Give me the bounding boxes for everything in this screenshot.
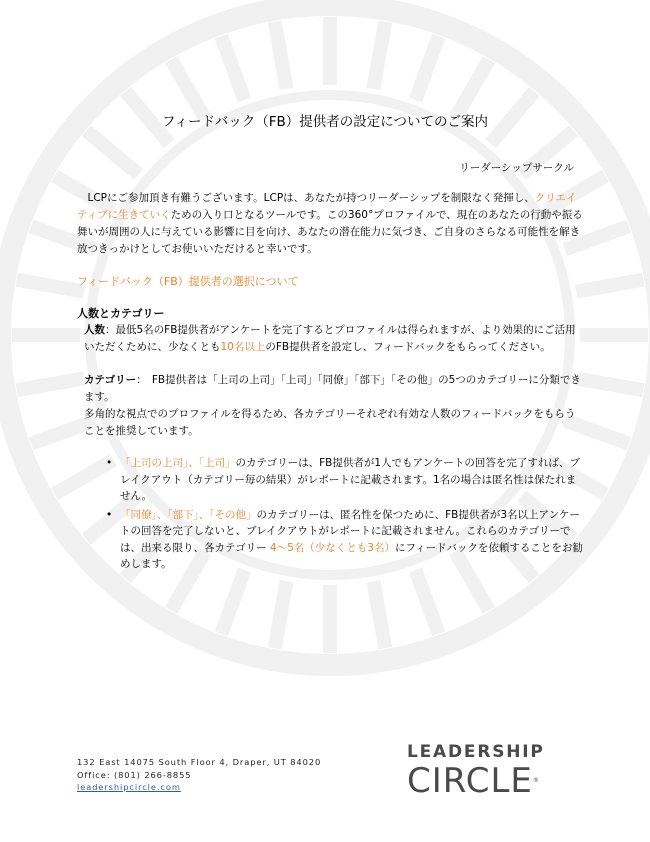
footer-contact (77, 756, 321, 794)
bullet-highlight: 「上司の上司」、「上司」 (120, 457, 236, 469)
count-highlight: 10名以上 (220, 341, 266, 353)
category-label: カテゴリー (84, 374, 137, 386)
bullet-marker: • (106, 457, 113, 469)
category-text-1: ： FB提供者は「上司の上司」「上司」「同僚」「部下」「その他」の5つのカテゴリーに分類できます。 (84, 374, 581, 403)
trademark-symbol: ® (532, 777, 539, 784)
bullet-text: のカテゴリーは、FB提供者が1人でもアンケートの回答を完了すれば、ブレイクアウト（カテゴリー毎の結果）がレポートに記載されます。1名の場合は匿名性は保たれません。 (120, 457, 580, 502)
logo-line-1: LEADERSHIP (407, 742, 545, 762)
bullet-highlight-2: 4～5名（少なくとも3名） (269, 541, 395, 554)
bullet-marker: • (106, 508, 113, 521)
footer-office-phone: Office: (801) 266-8855 (77, 769, 192, 780)
count-label: 人数 (84, 324, 105, 336)
category-notes-list (106, 455, 584, 575)
category-paragraph (84, 372, 584, 440)
section-heading: フィードバック（FB）提供者の選択について (77, 275, 299, 288)
count-text-2: のFB提供者を設定し、フィードバックをもらってください。 (265, 341, 551, 353)
sub-heading: 人数とカテゴリー (77, 307, 165, 320)
page-title: フィードバック（FB）提供者の設定についてのご案内 (162, 114, 488, 130)
list-item (106, 507, 584, 573)
organization-name: リーダーシップサークル (459, 162, 574, 174)
bullet-text: のカテゴリーは、匿名性を保つために、FB提供者が3名以上アンケートの回答を完了しないと、ブレイクアウトがレポートに記載されません。これらのカテゴリーでは、出来る限り、各カテゴリー (120, 508, 580, 554)
logo-line-2 (407, 762, 577, 800)
logo-line-2-text: CIRCLE (407, 761, 533, 801)
intro-paragraph (77, 190, 583, 258)
intro-text-1: LCPにご参加頂き有難うございます。LCPは、あなたが持つリーダーシップを制限なく発揮し、 (77, 192, 535, 204)
intro-text-2: ための入り口となるツールです。この360°プロファイルで、現在のあなたの行動や振る舞いが周囲の人に与えている影響に目を向け、あなたの潜在能力に気づき、ご自身のさらなる可能性を解き放つきっかけとしてお使いいただけると幸いです。 (77, 209, 583, 255)
count-text-1: ：最低5名のFB提供者がアンケートを完了するとプロファイルは得られますが、より効果的にご活用いただくために、少なくとも (84, 324, 576, 353)
category-text-2: 多角的な視点でのプロファイルを得るため、各カテゴリーそれぞれ有効な人数のフィードバックをもらうことを推奨しています。 (84, 408, 576, 437)
bullet-highlight: 「同僚」、「部下」、「その他」 (120, 508, 257, 521)
footer-website-link[interactable]: leadershipcircle.com (77, 782, 181, 792)
leadership-circle-logo (407, 742, 577, 800)
intro-highlight: クリエイティブに生きていく (77, 192, 577, 221)
list-item (106, 455, 584, 505)
count-paragraph (84, 322, 584, 356)
footer-address: 132 East 14075 South Floor 4, Draper, UT 84020 (77, 757, 322, 767)
bullet-text-2: にフィードバックを依頼することをお勧めします。 (120, 541, 583, 570)
